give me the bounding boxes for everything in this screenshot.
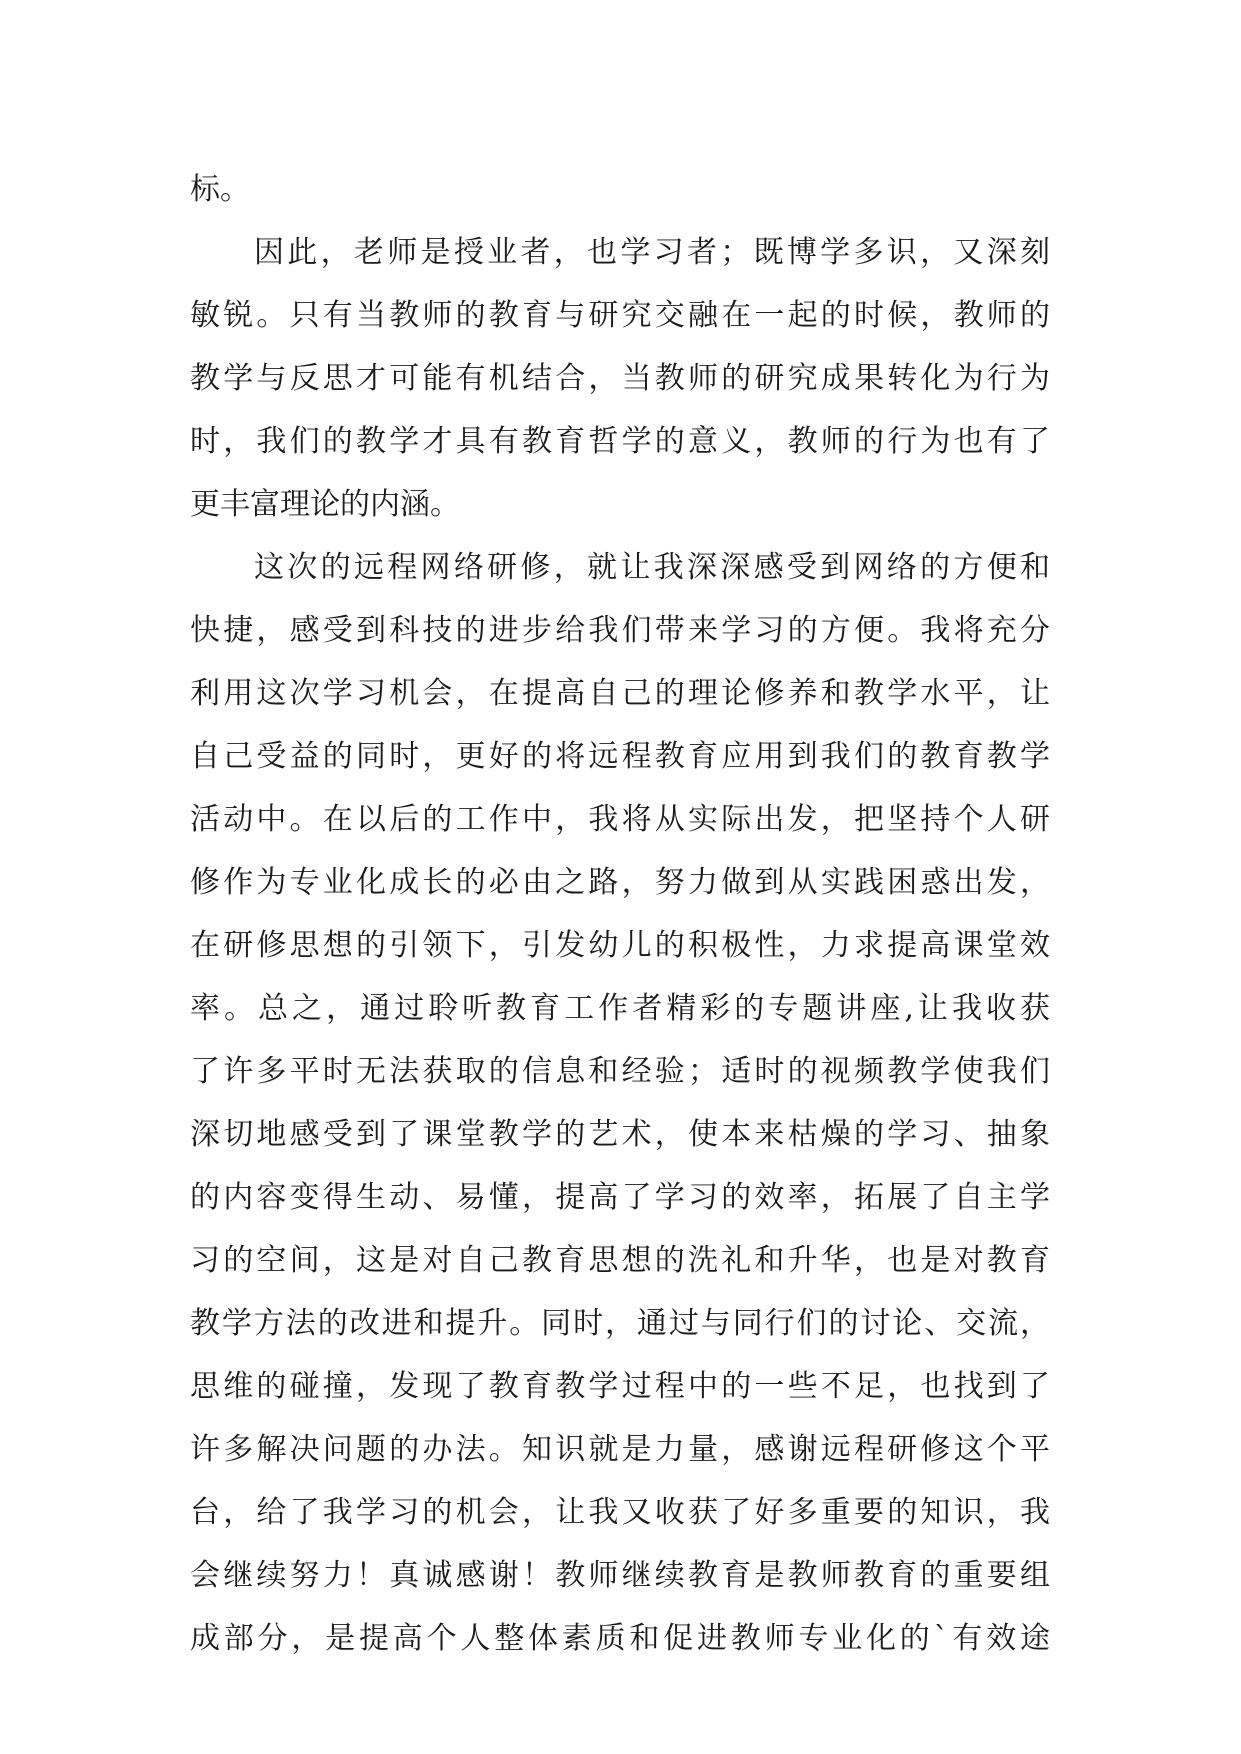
text-line: 在研修思想的引领下，引发幼儿的积极性，力求提高课堂效	[190, 928, 1050, 963]
paragraph-start-line: 因此，老师是授业者，也学习者；既博学多识，又深刻	[254, 235, 1050, 270]
text-line: 了许多平时无法获取的信息和经验；适时的视频教学使我们	[190, 1054, 1050, 1089]
text-line: 习的空间，这是对自己教育思想的洗礼和升华，也是对教育	[190, 1243, 1050, 1278]
text-line: 修作为专业化成长的必由之路，努力做到从实践困惑出发，	[190, 865, 1050, 900]
text-line: 时，我们的教学才具有教育哲学的意义，教师的行为也有了	[190, 424, 1050, 459]
text-line: 成部分，是提高个人整体素质和促进教师专业化的`有效途	[190, 1621, 1050, 1656]
text-line: 会继续努力！真诚感谢！教师继续教育是教师教育的重要组	[190, 1558, 1050, 1593]
text-line: 深切地感受到了课堂教学的艺术，使本来枯燥的学习、抽象	[190, 1117, 1050, 1152]
text-line: 教学方法的改进和提升。同时，通过与同行们的讨论、交流，	[190, 1306, 1050, 1341]
text-line: 许多解决问题的办法。知识就是力量，感谢远程研修这个平	[190, 1432, 1050, 1467]
text-line: 自己受益的同时，更好的将远程教育应用到我们的教育教学	[190, 739, 1050, 774]
text-line: 快捷，感受到科技的进步给我们带来学习的方便。我将充分	[190, 613, 1050, 648]
paragraph-start-line: 这次的远程网络研修，就让我深深感受到网络的方便和	[254, 550, 1050, 585]
text-line: 台，给了我学习的机会，让我又收获了好多重要的知识，我	[190, 1495, 1050, 1530]
text-line: 思维的碰撞，发现了教育教学过程中的一些不足，也找到了	[190, 1369, 1050, 1404]
text-line: 更丰富理论的内涵。	[190, 487, 460, 522]
text-line: 活动中。在以后的工作中，我将从实际出发，把坚持个人研	[190, 802, 1050, 837]
text-line: 率。总之，通过聆听教育工作者精彩的专题讲座,让我收获	[190, 991, 1050, 1026]
text-line: 标。	[190, 172, 250, 207]
text-line: 的内容变得生动、易懂，提高了学习的效率，拓展了自主学	[190, 1180, 1050, 1215]
text-line: 教学与反思才可能有机结合，当教师的研究成果转化为行为	[190, 361, 1050, 396]
text-line: 敏锐。只有当教师的教育与研究交融在一起的时候，教师的	[190, 298, 1050, 333]
text-line: 利用这次学习机会，在提高自己的理论修养和教学水平，让	[190, 676, 1050, 711]
body-text	[190, 158, 1050, 1670]
